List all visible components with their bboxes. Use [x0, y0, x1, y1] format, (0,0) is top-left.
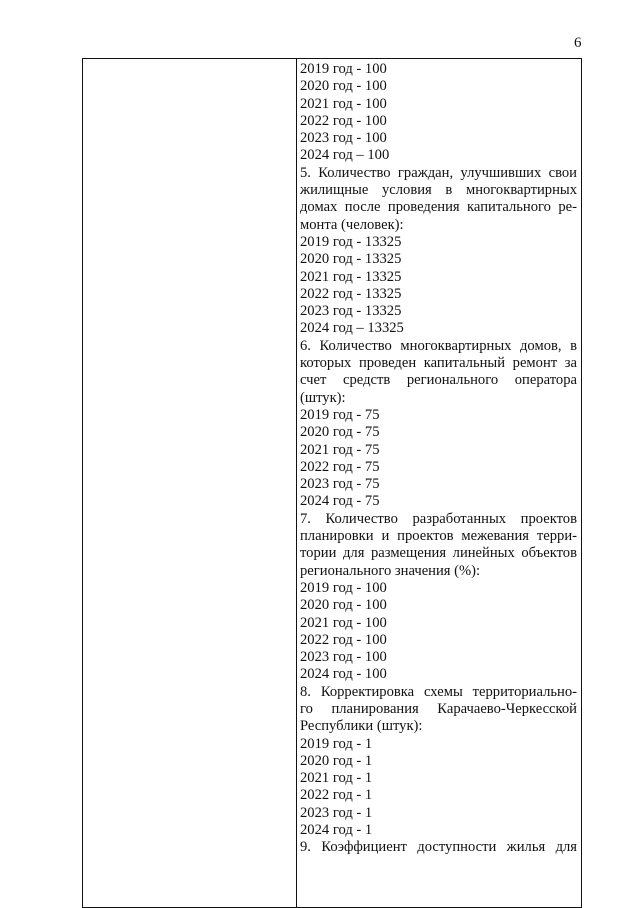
text-line: 2021 год - 100	[300, 614, 387, 631]
text-line: 2024 год - 75	[300, 493, 380, 510]
text-line: планировки и проектов межевания терри-	[300, 528, 577, 545]
text-line: 2021 год - 75	[300, 441, 380, 458]
text-line: го планирования Карачаево-Черкесской	[300, 700, 577, 717]
text-line: 2022 год - 100	[300, 631, 387, 648]
table-right-cell	[297, 59, 581, 907]
text-line: 2020 год - 100	[300, 78, 387, 95]
text-line: 2019 год - 75	[300, 406, 380, 423]
text-line: 2023 год - 1	[300, 804, 373, 821]
page-number: 6	[574, 35, 582, 51]
text-line: 2021 год - 13325	[300, 268, 402, 285]
text-line: 2024 год – 13325	[300, 320, 404, 337]
text-line: 2022 год - 13325	[300, 285, 402, 302]
text-line: 2021 год - 100	[300, 95, 387, 112]
text-line: 2022 год - 100	[300, 112, 387, 129]
text-line: 2023 год - 75	[300, 476, 380, 493]
text-line: 2022 год - 1	[300, 787, 373, 804]
text-line: 2020 год - 13325	[300, 251, 402, 268]
text-line: которых проведен капитальный ремонт за	[300, 355, 577, 372]
text-line: (штук):	[300, 389, 346, 406]
text-line: 2023 год - 13325	[300, 303, 402, 320]
text-line: тории для размещения линейных объектов	[300, 545, 577, 562]
text-line: домах после проведения капитального ре-	[300, 199, 577, 216]
text-line: 2020 год - 1	[300, 752, 373, 769]
text-line: 2023 год - 100	[300, 130, 387, 147]
text-line: жилищные условия в многоквартирных	[300, 182, 577, 199]
table-left-cell	[83, 59, 297, 907]
text-line: 6. Количество многоквартирных домов, в	[300, 337, 577, 354]
text-line: 2024 год - 100	[300, 666, 387, 683]
document-table	[82, 58, 582, 908]
text-line: 2020 год - 75	[300, 424, 380, 441]
text-line: 2023 год - 100	[300, 649, 387, 666]
text-line: 2019 год - 13325	[300, 233, 402, 250]
text-line: 9. Коэффициент доступности жилья для	[300, 839, 577, 856]
text-line: 2019 год - 100	[300, 61, 387, 77]
text-line: 2024 год - 1	[300, 822, 373, 839]
text-line: 2021 год - 1	[300, 770, 373, 787]
text-line: 8. Корректировка схемы территориально-	[300, 683, 577, 700]
text-line: регионального значения (%):	[300, 562, 481, 579]
text-line: 2019 год - 1	[300, 735, 373, 752]
text-line: 5. Количество граждан, улучшивших свои	[300, 164, 577, 181]
text-line: счет средств регионального оператора	[300, 372, 577, 389]
text-line: монта (человек):	[300, 216, 404, 233]
text-line: 2019 год - 100	[300, 579, 387, 596]
text-line: Республики (штук):	[300, 718, 423, 735]
text-line: 2022 год - 75	[300, 458, 380, 475]
text-line: 2024 год – 100	[300, 147, 390, 164]
text-line: 2020 год - 100	[300, 597, 387, 614]
text-line: 7. Количество разработанных проектов	[300, 510, 577, 527]
